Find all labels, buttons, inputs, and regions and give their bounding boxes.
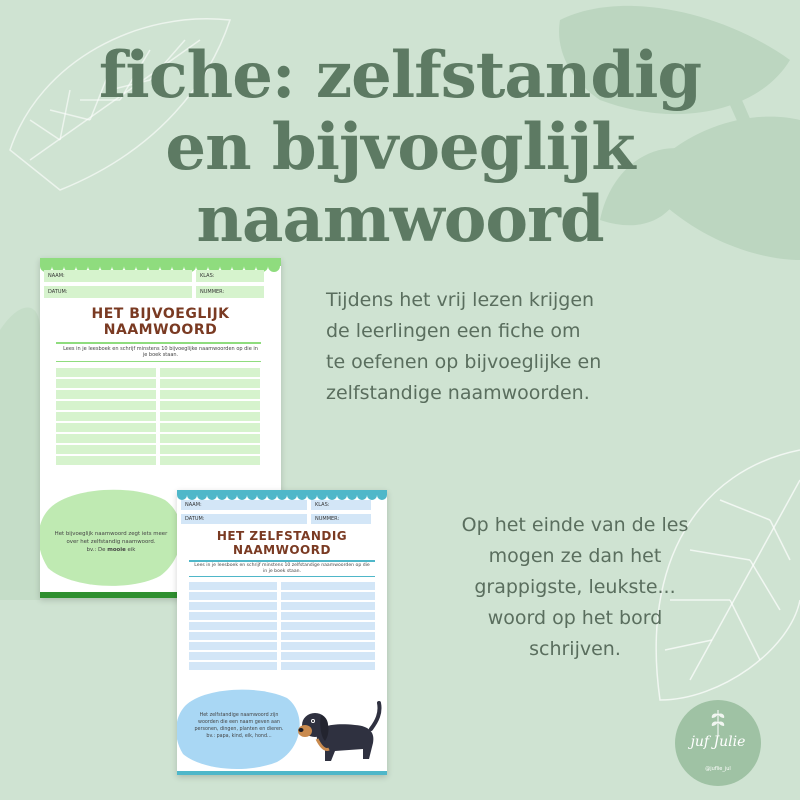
blob-line-1: Het bijvoeglijk naamwoord zegt iets meer	[54, 531, 168, 537]
paragraph-line-4: zelfstandige naamwoorden.	[326, 382, 590, 404]
logo-text: juf Julie	[690, 734, 746, 750]
answer-line	[281, 642, 375, 650]
paragraph-line-2: mogen ze dan het	[488, 545, 662, 567]
paragraph-end-of-lesson	[405, 510, 745, 665]
example-suffix: eik	[125, 547, 136, 553]
paragraph-reading	[326, 285, 601, 409]
answer-line	[160, 401, 260, 410]
answer-line	[281, 592, 375, 600]
answer-line	[189, 612, 277, 620]
answer-line	[160, 445, 260, 454]
answer-line	[189, 622, 277, 630]
paragraph-line-5: schrijven.	[529, 638, 621, 660]
date-field: DATUM:	[44, 286, 192, 298]
answer-line	[56, 456, 156, 465]
answer-line	[160, 412, 260, 421]
answer-line	[160, 390, 260, 399]
example-prefix: bv.: De	[86, 547, 108, 553]
answer-line	[56, 445, 156, 454]
divider	[189, 576, 375, 577]
answer-line	[189, 582, 277, 590]
blob-line-3	[42, 546, 180, 554]
heading-line-2: NAAMWOORD	[233, 543, 331, 557]
title-line-3: naamwoord	[196, 182, 604, 257]
blob-text	[42, 530, 180, 554]
answer-line	[189, 602, 277, 610]
blob-line-2: woorden die een naam geven aan	[198, 720, 280, 725]
paragraph-line-3: grappigste, leukste...	[474, 576, 676, 598]
class-field: KLAS:	[196, 270, 264, 282]
date-field: DATUM:	[181, 514, 307, 524]
instruction-line-1: Lees in je leesboek en schrijf minstens 10 zelfstandige naamwoorden op die	[194, 563, 370, 568]
blob-line-2: over het zelfstandig naamwoord.	[66, 539, 156, 545]
blob-line-3: personen, dingen, planten en dieren.	[194, 727, 284, 732]
paragraph-line-2: de leerlingen een fiche om	[326, 320, 581, 342]
answer-line	[160, 379, 260, 388]
answer-line	[189, 652, 277, 660]
logo-handle: @juflie_jul	[705, 766, 731, 772]
answer-line	[189, 592, 277, 600]
instruction-line-2: in je boek staan.	[262, 568, 302, 574]
bottom-bar	[177, 771, 387, 775]
worksheet-zelfstandig	[177, 490, 387, 775]
answer-line	[281, 622, 375, 630]
answer-line	[281, 632, 375, 640]
answer-line	[56, 390, 156, 399]
leaf-sprig-icon	[703, 706, 733, 736]
title-line-1: fiche: zelfstandig	[98, 38, 702, 113]
dachshund-illustration	[295, 695, 383, 767]
heading-line-1: HET BIJVOEGLIJK	[91, 306, 230, 322]
logo-badge	[675, 700, 761, 786]
name-field: NAAM:	[181, 500, 307, 510]
answer-line	[56, 412, 156, 421]
answer-line	[56, 401, 156, 410]
title-line-2: en bijvoeglijk	[165, 110, 635, 185]
answer-lines-right	[281, 582, 375, 672]
name-field: NAAM:	[44, 270, 192, 282]
blob-line-1: Het zelfstandige naamwoord zijn	[199, 713, 279, 718]
number-field: NUMMER:	[196, 286, 264, 298]
instruction	[46, 346, 275, 358]
answer-lines-left	[189, 582, 277, 672]
instruction-line-2: je boek staan.	[142, 352, 179, 358]
sheet-heading	[177, 529, 387, 557]
page-title	[40, 40, 760, 256]
answer-line	[189, 662, 277, 670]
sheet-heading	[40, 306, 281, 338]
class-field: KLAS:	[311, 500, 371, 510]
answer-line	[56, 423, 156, 432]
answer-line	[281, 662, 375, 670]
answer-line	[160, 434, 260, 443]
answer-lines-left	[56, 368, 156, 467]
answer-line	[160, 423, 260, 432]
instruction-line-1: Lees in je leesboek en schrijf minstens 10 bijvoeglijke naamwoorden op die in	[63, 346, 258, 352]
answer-line	[281, 602, 375, 610]
paragraph-line-1: Tijdens het vrij lezen krijgen	[326, 289, 595, 311]
answer-lines-right	[160, 368, 260, 467]
answer-line	[281, 582, 375, 590]
answer-line	[189, 632, 277, 640]
answer-line	[281, 612, 375, 620]
divider	[56, 342, 261, 344]
answer-line	[281, 652, 375, 660]
divider	[56, 361, 261, 362]
paragraph-line-4: woord op het bord	[487, 607, 663, 629]
paragraph-line-1: Op het einde van de les	[461, 514, 689, 536]
paragraph-line-3: te oefenen op bijvoeglijke en	[326, 351, 602, 373]
divider	[189, 560, 375, 562]
example-word: mooie	[107, 547, 126, 553]
answer-line	[189, 642, 277, 650]
blob-line-4: bv.: papa, kind, eik, hond...	[206, 734, 272, 739]
answer-line	[160, 368, 260, 377]
instruction	[181, 563, 383, 574]
heading-line-2: NAAMWOORD	[103, 322, 218, 338]
answer-line	[160, 456, 260, 465]
blob-text	[179, 712, 299, 740]
answer-line	[56, 434, 156, 443]
answer-line	[56, 368, 156, 377]
number-field: NUMMER:	[311, 514, 371, 524]
heading-line-1: HET ZELFSTANDIG	[216, 529, 348, 543]
answer-line	[56, 379, 156, 388]
